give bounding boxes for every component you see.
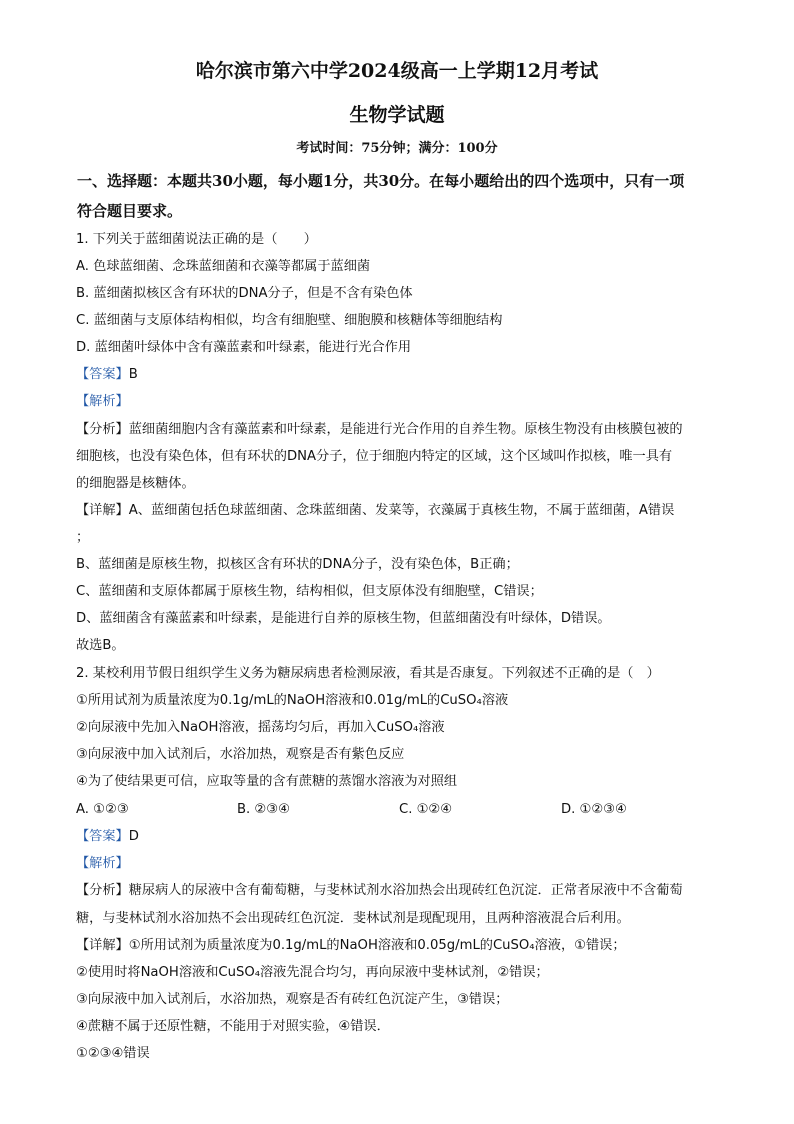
q1-analysis-line: 细胞核，也没有染色体，但有环状的DNA分子，位于细胞内特定的区域，这个区域叫作拟核，唯一具有 [76, 449, 673, 464]
q1-analysis-line: 【详解】A、蓝细菌包括色球蓝细菌、念珠蓝细菌、发菜等，衣藻属于真核生物，不属于蓝细菌，A错误 [76, 503, 675, 518]
q2-choice-c: C. ①②④ [399, 802, 453, 817]
q1-answer [76, 366, 726, 384]
q2-choice-d: D. ①②③④ [561, 802, 627, 817]
q2-answer [76, 828, 726, 846]
q2-analysis-line: 糖，与斐林试剂水浴加热不会出现砖红色沉淀．斐林试剂是现配现用，且两种溶液混合后利用。 [76, 911, 630, 926]
q1-analysis-line: 【分析】蓝细菌细胞内含有藻蓝素和叶绿素，是能进行光合作用的自养生物。原核生物没有由核膜包被的 [76, 422, 683, 437]
q2-answer-label: 【答案】 [76, 829, 129, 844]
q2-analysis-label: 【解析】 [76, 856, 129, 871]
q1-analysis-line: D、蓝细菌含有藻蓝素和叶绿素，是能进行自养的原核生物，但蓝细菌没有叶绿体，D错误。 [76, 611, 611, 626]
q2-statement-2: ②向尿液中先加入NaOH溶液，摇荡均匀后，再加入CuSO₄溶液 [76, 720, 445, 735]
q1-option-d: D. 蓝细菌叶绿体中含有藻蓝素和叶绿素，能进行光合作用 [76, 340, 412, 355]
q1-analysis-line: B、蓝细菌是原核生物，拟核区含有环状的DNA分子，没有染色体，B正确； [76, 557, 519, 572]
q2-statement-1: ①所用试剂为质量浓度为0.1g/mL的NaOH溶液和0.01g/mL的CuSO₄溶液 [76, 693, 509, 708]
q1-option-a: A. 色球蓝细菌、念珠蓝细菌和衣藻等都属于蓝细菌 [76, 259, 371, 274]
q2-choice-b: B. ②③④ [237, 802, 290, 817]
q1-analysis-line: ； [76, 530, 90, 545]
section-heading-line2: 符合题目要求。 [77, 202, 183, 220]
q1-analysis-line: 的细胞器是核糖体。 [76, 476, 195, 491]
q1-option-b: B. 蓝细菌拟核区含有环状的DNA分子，但是不含有染色体 [76, 286, 413, 301]
exam-info: 考试时间：75分钟；满分：100分 [296, 141, 498, 156]
q2-analysis-line: ③向尿液中加入试剂后，水浴加热，观察是否有砖红色沉淀产生，③错误； [76, 992, 509, 1007]
q2-choice-a: A. ①②③ [76, 802, 129, 817]
q2-analysis-line: ①②③④错误 [76, 1046, 150, 1061]
section-heading [77, 166, 727, 226]
q2-answer-value: D [128, 829, 139, 844]
q2-statement-3: ③向尿液中加入试剂后，水浴加热，观察是否有紫色反应 [76, 747, 405, 762]
q1-stem: 1. 下列关于蓝细菌说法正确的是（ ） [76, 232, 317, 247]
q2-statement-4: ④为了使结果更可信，应取等量的含有蔗糖的蒸馏水溶液为对照组 [76, 774, 458, 789]
q2-analysis-line: 【详解】①所用试剂为质量浓度为0.1g/mL的NaOH溶液和0.05g/mL的CuSO₄溶液，①错误； [76, 938, 626, 953]
exam-title: 哈尔滨市第六中学2024级高一上学期12月考试 [195, 60, 599, 82]
q1-analysis-line: 故选B。 [76, 638, 125, 653]
q2-analysis-line: ②使用时将NaOH溶液和CuSO₄溶液先混合均匀，再向尿液中斐林试剂，②错误； [76, 965, 549, 980]
q1-option-c: C. 蓝细菌与支原体结构相似，均含有细胞壁、细胞膜和核糖体等细胞结构 [76, 313, 503, 328]
q1-answer-value: B [128, 367, 138, 382]
q1-analysis-label: 【解析】 [76, 394, 129, 409]
q2-stem: 2. 某校利用节假日组织学生义务为糖尿病患者检测尿液，看其是否康复。下列叙述不正确的是（ ） [76, 666, 660, 681]
section-heading-line1: 一、选择题：本题共30小题，每小题1分，共30分。在每小题给出的四个选项中，只有一项 [77, 172, 685, 190]
q1-analysis-line: C、蓝细菌和支原体都属于原核生物，结构相似，但支原体没有细胞壁，C错误； [76, 584, 543, 599]
exam-subject: 生物学试题 [349, 104, 445, 126]
q1-answer-label: 【答案】 [76, 367, 129, 382]
q2-analysis-line: 【分析】糖尿病人的尿液中含有葡萄糖，与斐林试剂水浴加热会出现砖红色沉淀．正常者尿液中不含葡萄 [76, 883, 683, 898]
q2-analysis-line: ④蔗糖不属于还原性糖，不能用于对照实验，④错误． [76, 1019, 390, 1034]
